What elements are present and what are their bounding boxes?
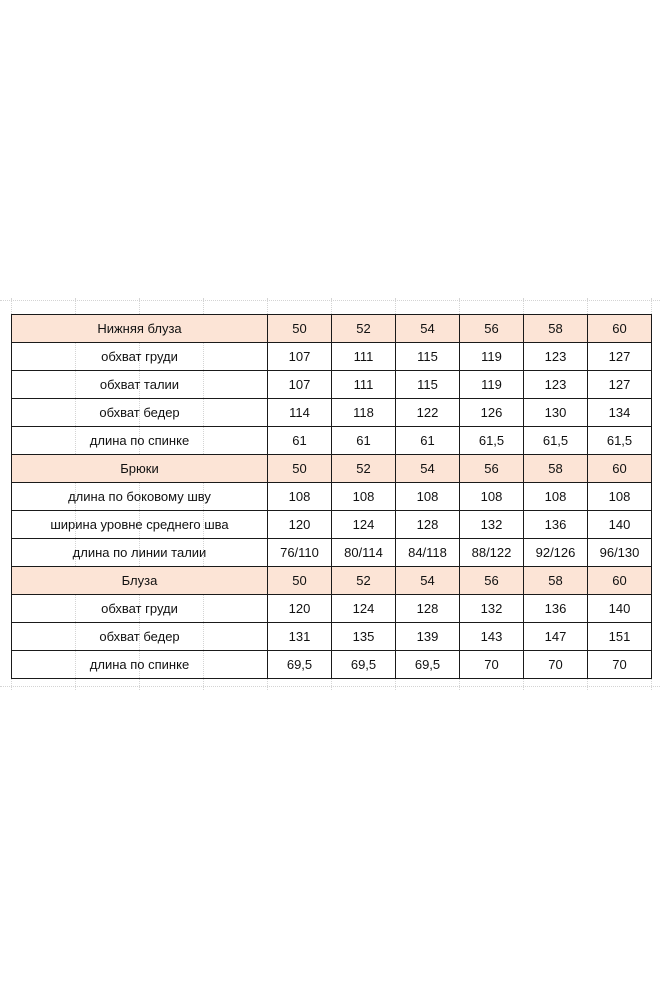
size-header: 54: [396, 315, 460, 343]
table-row: [12, 595, 652, 623]
measurement-value: 108: [460, 483, 524, 511]
table-row: [12, 399, 652, 427]
measurement-value: 61,5: [460, 427, 524, 455]
measurement-value: 111: [332, 371, 396, 399]
measurement-value: 111: [332, 343, 396, 371]
measurement-value: 134: [588, 399, 652, 427]
section-header-row: [12, 567, 652, 595]
table-row: [12, 427, 652, 455]
measurement-label: длина по спинке: [12, 651, 268, 679]
table-row: [12, 623, 652, 651]
measurement-value: 126: [460, 399, 524, 427]
measurement-value: 69,5: [332, 651, 396, 679]
measurement-value: 108: [524, 483, 588, 511]
section-title: Нижняя блуза: [12, 315, 268, 343]
size-header: 56: [460, 455, 524, 483]
measurement-value: 127: [588, 343, 652, 371]
measurement-value: 108: [332, 483, 396, 511]
measurement-value: 70: [524, 651, 588, 679]
measurement-value: 61,5: [524, 427, 588, 455]
section-title: Блуза: [12, 567, 268, 595]
measurement-value: 108: [396, 483, 460, 511]
measurement-value: 131: [268, 623, 332, 651]
measurement-value: 70: [460, 651, 524, 679]
measurement-value: 122: [396, 399, 460, 427]
size-chart-table: [11, 314, 652, 679]
measurement-value: 143: [460, 623, 524, 651]
size-header: 52: [332, 315, 396, 343]
size-header: 58: [524, 567, 588, 595]
measurement-value: 61: [396, 427, 460, 455]
measurement-value: 80/114: [332, 539, 396, 567]
measurement-label: обхват груди: [12, 595, 268, 623]
measurement-value: 124: [332, 511, 396, 539]
measurement-value: 147: [524, 623, 588, 651]
size-header: 52: [332, 567, 396, 595]
table-row: [12, 371, 652, 399]
measurement-label: длина по линии талии: [12, 539, 268, 567]
measurement-value: 92/126: [524, 539, 588, 567]
size-header: 50: [268, 315, 332, 343]
measurement-value: 115: [396, 343, 460, 371]
measurement-value: 108: [268, 483, 332, 511]
measurement-value: 61: [268, 427, 332, 455]
measurement-value: 96/130: [588, 539, 652, 567]
size-header: 56: [460, 315, 524, 343]
measurement-label: длина по спинке: [12, 427, 268, 455]
table-row: [12, 651, 652, 679]
size-header: 52: [332, 455, 396, 483]
measurement-value: 123: [524, 371, 588, 399]
size-header: 58: [524, 315, 588, 343]
measurement-value: 76/110: [268, 539, 332, 567]
measurement-label: обхват груди: [12, 343, 268, 371]
measurement-value: 130: [524, 399, 588, 427]
size-header: 60: [588, 455, 652, 483]
measurement-value: 107: [268, 343, 332, 371]
measurement-value: 61: [332, 427, 396, 455]
measurement-value: 136: [524, 595, 588, 623]
size-header: 60: [588, 315, 652, 343]
measurement-value: 123: [524, 343, 588, 371]
table-row: [12, 343, 652, 371]
measurement-value: 132: [460, 511, 524, 539]
measurement-value: 114: [268, 399, 332, 427]
measurement-value: 151: [588, 623, 652, 651]
measurement-label: длина по боковому шву: [12, 483, 268, 511]
measurement-value: 119: [460, 343, 524, 371]
measurement-value: 84/118: [396, 539, 460, 567]
measurement-value: 140: [588, 511, 652, 539]
gridline: [0, 686, 660, 687]
measurement-value: 115: [396, 371, 460, 399]
measurement-value: 119: [460, 371, 524, 399]
measurement-value: 136: [524, 511, 588, 539]
measurement-label: обхват талии: [12, 371, 268, 399]
section-header-row: [12, 455, 652, 483]
measurement-value: 127: [588, 371, 652, 399]
measurement-label: ширина уровне среднего шва: [12, 511, 268, 539]
measurement-value: 128: [396, 595, 460, 623]
size-header: 54: [396, 567, 460, 595]
measurement-value: 124: [332, 595, 396, 623]
table-row: [12, 539, 652, 567]
measurement-value: 69,5: [268, 651, 332, 679]
section-title: Брюки: [12, 455, 268, 483]
measurement-value: 118: [332, 399, 396, 427]
measurement-value: 139: [396, 623, 460, 651]
gridline: [0, 300, 660, 301]
measurement-value: 120: [268, 511, 332, 539]
measurement-value: 61,5: [588, 427, 652, 455]
table-row: [12, 511, 652, 539]
size-header: 56: [460, 567, 524, 595]
size-header: 60: [588, 567, 652, 595]
measurement-value: 135: [332, 623, 396, 651]
table-row: [12, 483, 652, 511]
section-header-row: [12, 315, 652, 343]
measurement-value: 132: [460, 595, 524, 623]
size-header: 54: [396, 455, 460, 483]
measurement-value: 88/122: [460, 539, 524, 567]
size-header: 58: [524, 455, 588, 483]
measurement-value: 108: [588, 483, 652, 511]
measurement-value: 107: [268, 371, 332, 399]
measurement-value: 69,5: [396, 651, 460, 679]
measurement-value: 128: [396, 511, 460, 539]
measurement-label: обхват бедер: [12, 623, 268, 651]
size-header: 50: [268, 567, 332, 595]
measurement-value: 120: [268, 595, 332, 623]
measurement-label: обхват бедер: [12, 399, 268, 427]
measurement-value: 70: [588, 651, 652, 679]
measurement-value: 140: [588, 595, 652, 623]
size-header: 50: [268, 455, 332, 483]
